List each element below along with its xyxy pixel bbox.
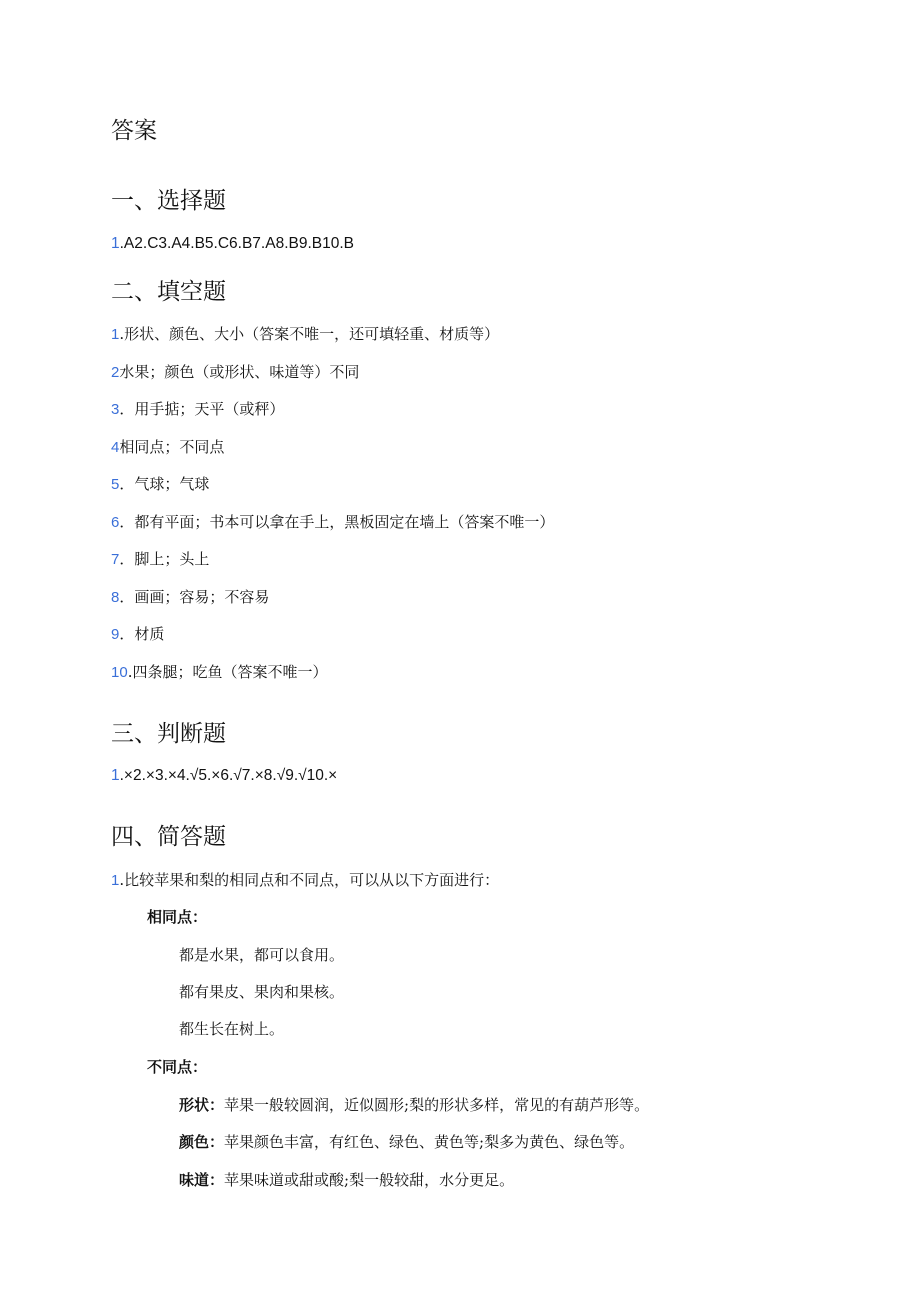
diff-point-text: 苹果一般较圆润，近似圆形;梨的形状多样，常见的有葫芦形等。	[224, 1096, 650, 1114]
fill-item-number: 10	[111, 664, 128, 681]
section-heading-choice: 一、选择题	[111, 188, 226, 214]
fill-item	[111, 511, 554, 534]
fill-item-text: .形状、颜色、大小（答案不唯一，还可填轻重、材质等）	[119, 325, 500, 343]
fill-item-number: 8	[111, 589, 120, 606]
choice-answers-text: .A2.C3.A4.B5.C6.B7.A8.B9.B10.B	[119, 235, 354, 252]
fill-item-number: 4	[111, 439, 120, 456]
fill-item	[111, 661, 327, 684]
fill-item-number: 6	[111, 514, 120, 531]
fill-item-text: 相同点；不同点	[119, 438, 225, 456]
fill-item	[111, 361, 359, 384]
judge-answers	[111, 765, 337, 787]
judge-answers-number: 1	[111, 767, 120, 784]
short-question	[111, 869, 499, 892]
judge-answers-text: .×2.×3.×4.√5.×6.√7.×8.√9.√10.×	[119, 767, 338, 784]
fill-item-text: ．画画；容易；不容易	[119, 588, 270, 606]
fill-item-text: .四条腿；吃鱼（答案不唯一）	[127, 663, 328, 681]
fill-item-number: 9	[111, 626, 120, 643]
short-question-number: 1	[111, 872, 120, 889]
fill-item	[111, 323, 499, 346]
fill-item	[111, 586, 269, 609]
fill-item-text: ．都有平面；书本可以拿在手上，黑板固定在墙上（答案不唯一）	[119, 513, 555, 531]
same-point-item: 都生长在树上。	[179, 1020, 285, 1038]
same-point-item: 都有果皮、果肉和果核。	[179, 983, 345, 1001]
diff-point-item	[179, 1131, 634, 1153]
page-title: 答案	[111, 118, 157, 144]
fill-item-number: 5	[111, 476, 120, 493]
choice-answers-number: 1	[111, 235, 120, 252]
diff-point-label: 形状：	[179, 1096, 225, 1114]
same-points-label: 相同点：	[147, 908, 208, 926]
diff-point-text: 苹果颜色丰富，有红色、绿色、黄色等;梨多为黄色、绿色等。	[224, 1133, 635, 1151]
fill-item-text: ．气球；气球	[119, 475, 210, 493]
fill-item-number: 2	[111, 364, 120, 381]
fill-item	[111, 436, 224, 459]
diff-point-label: 味道：	[179, 1171, 225, 1189]
short-question-text: .比较苹果和梨的相同点和不同点，可以从以下方面进行：	[119, 871, 500, 889]
fill-item-number: 3	[111, 401, 120, 418]
diff-point-text: 苹果味道或甜或酸;梨一般较甜，水分更足。	[224, 1171, 515, 1189]
fill-item-number: 7	[111, 551, 120, 568]
section-heading-short: 四、简答题	[111, 824, 226, 850]
diff-points-label: 不同点：	[147, 1058, 208, 1076]
fill-item	[111, 398, 284, 421]
section-heading-judge: 三、判断题	[111, 721, 226, 747]
fill-item	[111, 473, 209, 496]
section-heading-fill: 二、填空题	[111, 279, 226, 305]
fill-item	[111, 548, 209, 571]
same-point-item: 都是水果，都可以食用。	[179, 946, 345, 964]
fill-item-text: ．脚上；头上	[119, 550, 210, 568]
diff-point-item	[179, 1094, 649, 1116]
fill-item-number: 1	[111, 326, 120, 343]
fill-item-text: 水果；颜色（或形状、味道等）不同	[119, 363, 360, 381]
fill-item	[111, 623, 164, 646]
diff-point-label: 颜色：	[179, 1133, 225, 1151]
diff-point-item	[179, 1169, 514, 1191]
choice-answers	[111, 233, 354, 255]
fill-item-text: ．用手掂；天平（或秤）	[119, 400, 285, 418]
fill-item-text: ．材质	[119, 625, 165, 643]
